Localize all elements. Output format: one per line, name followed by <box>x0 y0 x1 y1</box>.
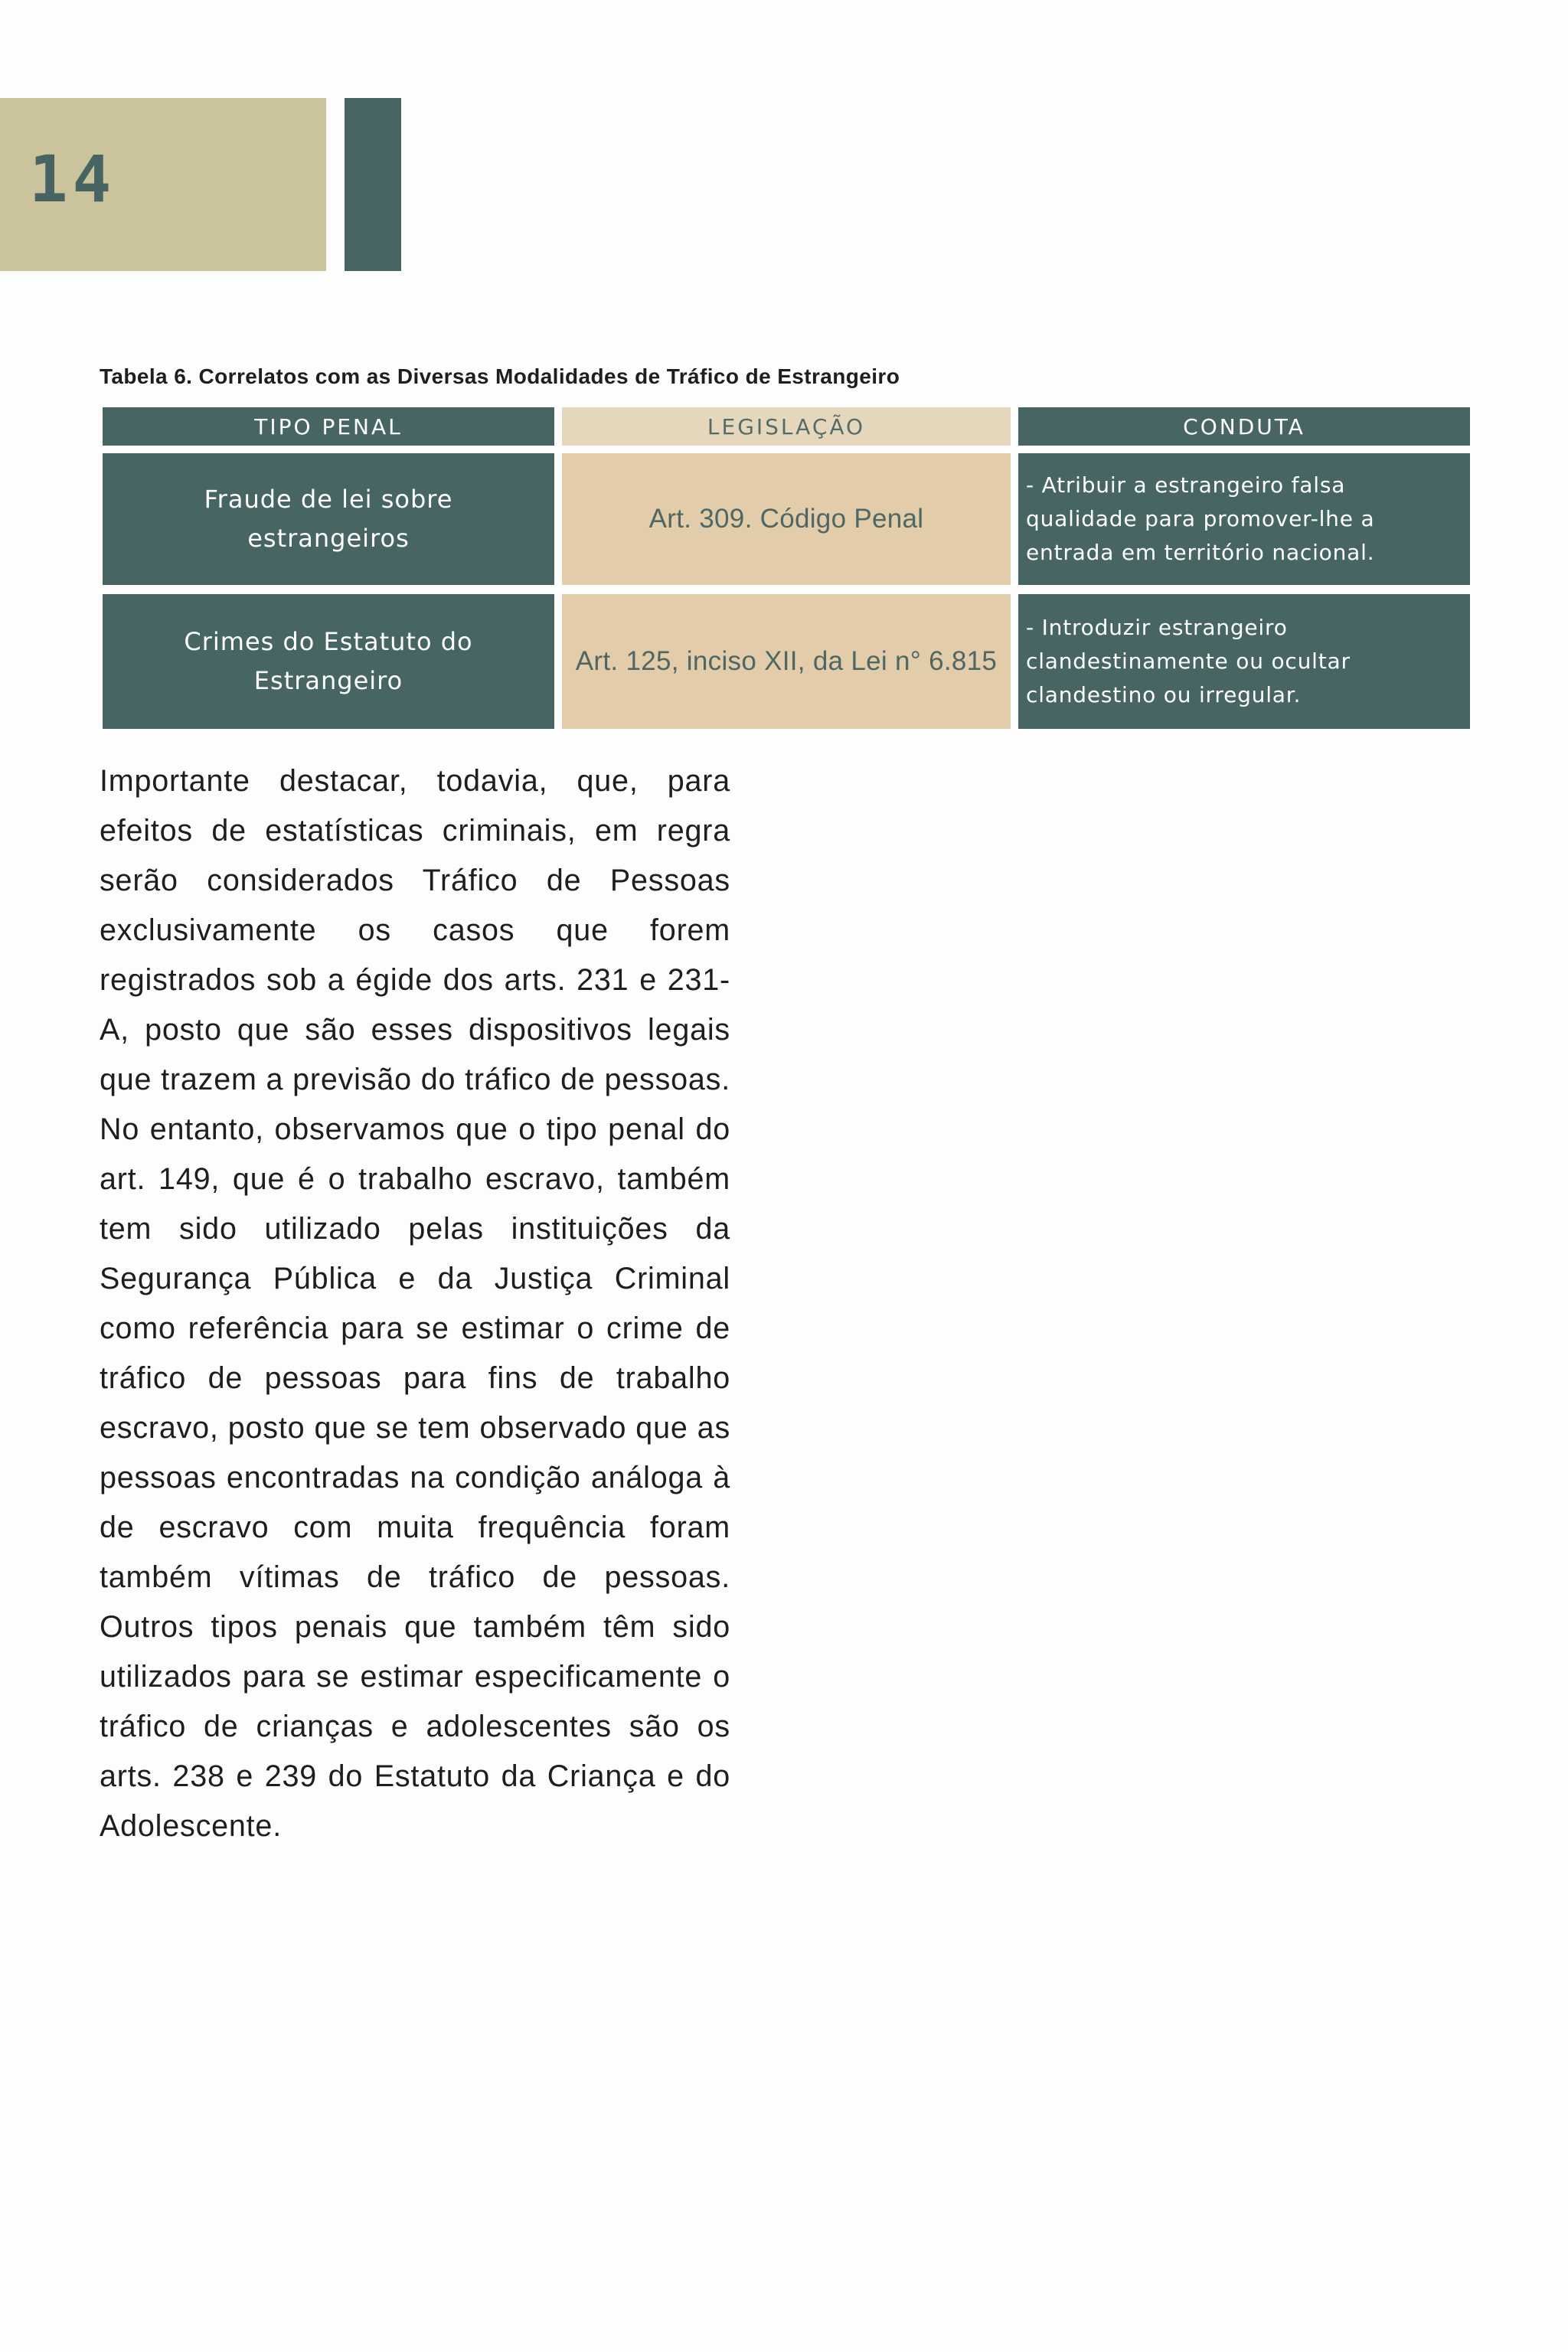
header-legislacao: LEGISLAÇÃO <box>562 407 1011 446</box>
table-row-1-conduta <box>1018 453 1470 585</box>
page-number-block <box>0 98 326 271</box>
table-row-2-conduta <box>1018 594 1470 729</box>
table-row-2-legislacao <box>562 594 1011 729</box>
body-paragraph: Importante destacar, todavia, que, para efeitos de estatísticas criminais, em regra serão considerados Tráfico de Pessoas exclusivamente os casos que forem registrados sob a égide dos arts. 231 e 231-A, posto que são esses dispositivos legais que trazem a previsão do tráfico de pessoas. No entanto, observamos que o tipo penal do art. 149, que é o trabalho escravo, também tem sido utilizado pelas instituições da Segurança Pública e da Justiça Criminal como referência para se estimar o crime de tráfico de pessoas para fins de trabalho escravo, posto que se tem observado que as pessoas encontradas na condição análoga à de escravo com muita frequência foram também vítimas de tráfico de pessoas. Outros tipos penais que também têm sido utilizados para se estimar especificamente o tráfico de crianças e adolescentes são os arts. 238 e 239 do Estatuto da Criança e do Adolescente. <box>100 764 730 1843</box>
table-caption: Tabela 6. Correlatos com as Diversas Modalidades de Tráfico de Estrangeiro <box>100 364 900 388</box>
conduta-text: - Introduzir estrangeiro clandestinamente ou ocultar clandestino ou irregular. <box>1026 615 1351 707</box>
header-tipo-penal: TIPO PENAL <box>103 407 554 446</box>
header-conduta: CONDUTA <box>1018 407 1470 446</box>
table-row-1-legislacao <box>562 453 1011 585</box>
tipo-penal-text: Crimes do Estatuto do Estrangeiro <box>184 627 473 695</box>
tipo-penal-text: Fraude de lei sobre estrangeiros <box>204 485 453 553</box>
page-accent-bar <box>345 98 401 271</box>
conduta-text: - Atribuir a estrangeiro falsa qualidade para promover-lhe a entrada em território nacional. <box>1026 472 1375 565</box>
legislacao-text: Art. 125, inciso XII, da Lei n° 6.815 <box>575 646 998 676</box>
page-number: 14 <box>29 142 116 217</box>
legislacao-text: Art. 309. Código Penal <box>648 504 924 534</box>
table-row-2-tipo-penal <box>103 594 554 729</box>
table-row-1-tipo-penal <box>103 453 554 585</box>
